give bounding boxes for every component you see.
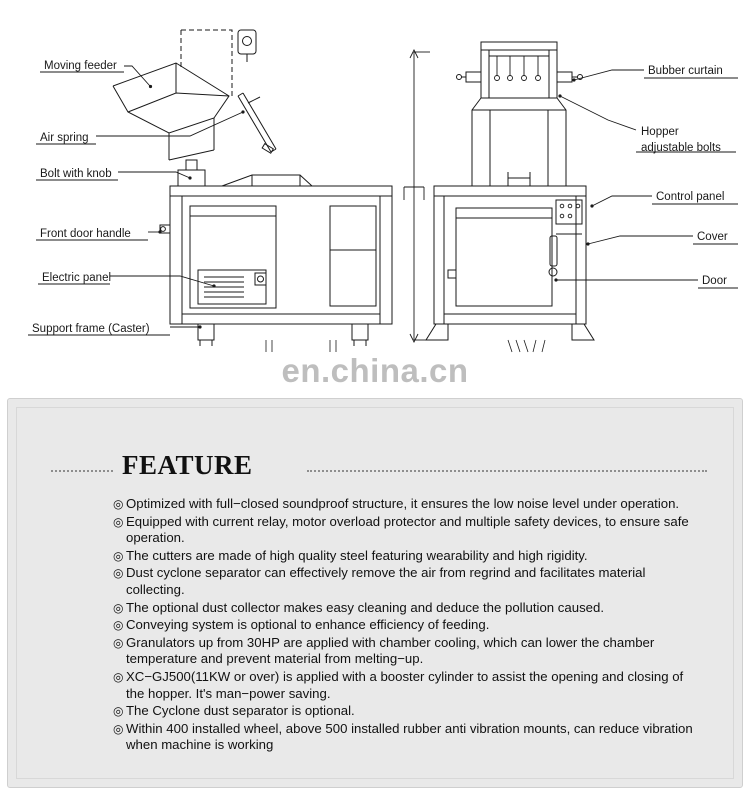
callout-control-panel: Control panel [656,191,725,203]
front-view-legs [426,324,594,340]
feature-bullet-icon: ◎ [113,669,124,684]
feature-item [113,565,705,598]
callout-bolt-with-knob: Bolt with knob [40,168,112,180]
feature-bullet-icon: ◎ [113,514,124,529]
feature-item [113,635,705,668]
ground-hatch-right [508,340,545,352]
feature-item [113,669,705,702]
feature-panel-inner [16,407,734,779]
feature-item-text: XC−GJ500(11KW or over) is applied with a booster cylinder to assist the opening and closing of the hopper. It's man−power saving. [126,668,684,701]
front-view-body [434,186,586,324]
feature-bullet-icon: ◎ [113,497,124,511]
feature-item [113,721,705,754]
callout-door: Door [702,275,727,287]
feature-title: FEATURE [122,450,253,480]
title-divider-right [307,470,707,472]
feature-item [113,514,705,547]
feature-panel [7,398,743,788]
watermark: en.china.cn [281,352,469,389]
moving-feeder-shape [113,63,229,160]
hopper-lid-open [181,30,232,96]
feature-bullet-icon: ◎ [113,548,124,563]
feature-item-text: Granulators up from 30HP are applied with chamber cooling, which can lower the chamber temperature and prevent material from melting−up. [126,634,655,667]
callout-electric-panel: Electric panel [42,272,112,284]
feature-item-text: Optimized with full−closed soundproof structure, it ensures the low noise level under operation. [126,496,680,511]
machine-hood [178,160,312,186]
dimension-line [404,50,430,342]
feature-item [113,496,705,513]
callout-support-frame-caster: Support frame (Caster) [32,323,150,335]
feature-bullet-icon: ◎ [113,721,124,736]
feature-bullet-icon: ◎ [113,600,124,615]
feature-item [113,548,705,565]
feature-item-text: Within 400 installed wheel, above 500 installed rubber anti vibration mounts, can reduce vibration when machine is working [126,720,693,753]
callout-front-door-handle: Front door handle [40,228,131,240]
callout-cover: Cover [697,231,728,243]
front-view-hopper [457,42,583,186]
feature-item-text: The Cyclone dust separator is optional. [126,703,355,719]
air-spring-shape [238,93,276,153]
machine-body [160,186,392,324]
feature-bullet-icon: ◎ [113,704,124,719]
callout-hopper-adjustable-bolts-line2: adjustable bolts [641,142,721,154]
callout-rubber-curtain: Bubber curtain [648,65,723,77]
feature-item-text: Conveying system is optional to enhance efficiency of feeding. [126,617,490,633]
feature-item-text: Equipped with current relay, motor overload protector and multiple safety devices, to ensure safe operation. [126,513,689,546]
feature-item-text: The optional dust collector makes easy cleaning and deduce the pollution caused. [126,599,604,615]
lifting-eye [238,30,256,62]
feature-list [113,496,705,755]
feature-item [113,617,705,634]
technical-drawing [0,0,750,392]
title-divider-left [51,470,113,472]
feature-item-text: The cutters are made of high quality steel featuring wearability and high rigidity. [126,547,588,563]
feature-bullet-icon: ◎ [113,635,124,650]
feature-item [113,703,705,720]
feature-item [113,600,705,617]
feature-item-text: Dust cyclone separator can effectively remove the air from regrind and facilitates material collecting. [126,565,646,597]
support-frame-casters [198,324,368,346]
ground-hatch-left [266,340,336,352]
feature-bullet-icon: ◎ [113,618,124,633]
callout-moving-feeder: Moving feeder [44,60,117,72]
feature-bullet-icon: ◎ [113,566,124,581]
callout-air-spring: Air spring [40,132,89,144]
label-underlines-right [636,78,738,288]
hopper-adjustable-bolts [457,72,583,82]
label-underlines [28,72,170,335]
callout-hopper-adjustable-bolts-line1: Hopper [641,126,679,138]
